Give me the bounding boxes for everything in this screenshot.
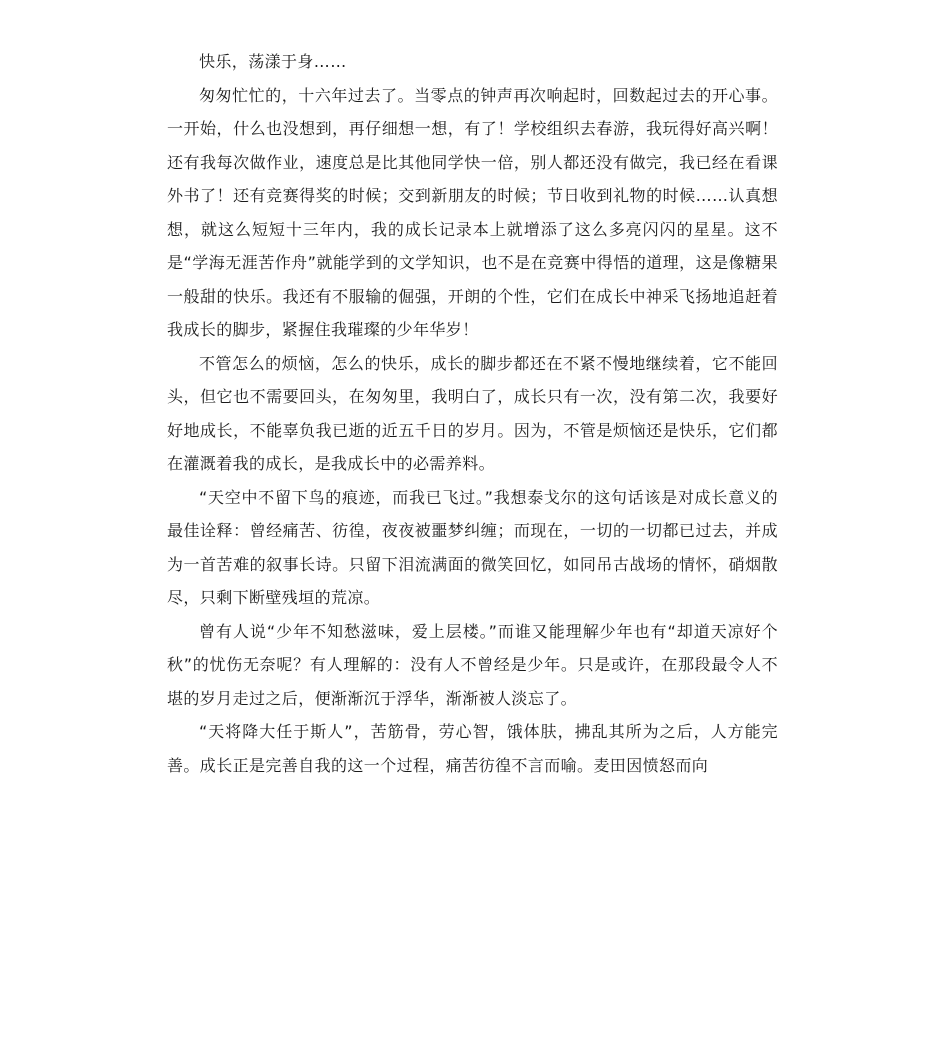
paragraph-2: 匆匆忙忙的，十六年过去了。当零点的钟声再次响起时，回数起过去的开心事。一开始，什么也没想到，再仔细想一想，有了！学校组织去春游，我玩得好高兴啊！还有我每次做作业，速度总是比其他同学快一倍，别人都还没有做完，我已经在看课外书了！还有竞赛得奖的时候；交到新朋友的时候；节日收到礼物的时候……认真想想，就这么短短十三年内，我的成长记录本上就增添了这么多亮闪闪的星星。这不是“学海无涯苦作舟”就能学到的文学知识，也不是在竞赛中得悟的道理，这是像糖果一般甜的快乐。我还有不服输的倔强，开朗的个性，它们在成长中神采飞扬地追赶着我成长的脚步，紧握住我璀璨的少年华岁！ (167, 85, 778, 339)
document-page (167, 45, 778, 782)
paragraph-1: 快乐，荡漾于身…… (199, 52, 347, 71)
paragraph-5: 曾有人说“少年不知愁滋味，爱上层楼。”而谁又能理解少年也有“却道天凉好个秋”的忧伤无奈呢？有人理解的：没有人不曾经是少年。只是或许，在那段最令人不堪的岁月走过之后，便渐渐沉于浮华，渐渐被人淡忘了。 (167, 621, 778, 708)
paragraph-6: “天将降大任于斯人”，苦筋骨，劳心智，饿体肤，拂乱其所为之后，人方能完善。成长正是完善自我的这一个过程，痛苦彷徨不言而喻。麦田因愤怒而向 (167, 722, 778, 775)
paragraph-4: “天空中不留下鸟的痕迹，而我已飞过。”我想泰戈尔的这句话该是对成长意义的最佳诠释：曾经痛苦、彷徨，夜夜被噩梦纠缠；而现在，一切的一切都已过去，并成为一首苦难的叙事长诗。只留下泪流满面的微笑回忆，如同吊古战场的情怀，硝烟散尽，只剩下断壁残垣的荒凉。 (167, 487, 778, 607)
paragraph-3: 不管怎么的烦恼，怎么的快乐，成长的脚步都还在不紧不慢地继续着，它不能回头，但它也不需要回头，在匆匆里，我明白了，成长只有一次，没有第二次，我要好好地成长，不能辜负我已逝的近五千日的岁月。因为，不管是烦恼还是快乐，它们都在灌溉着我的成长，是我成长中的必需养料。 (167, 353, 778, 473)
